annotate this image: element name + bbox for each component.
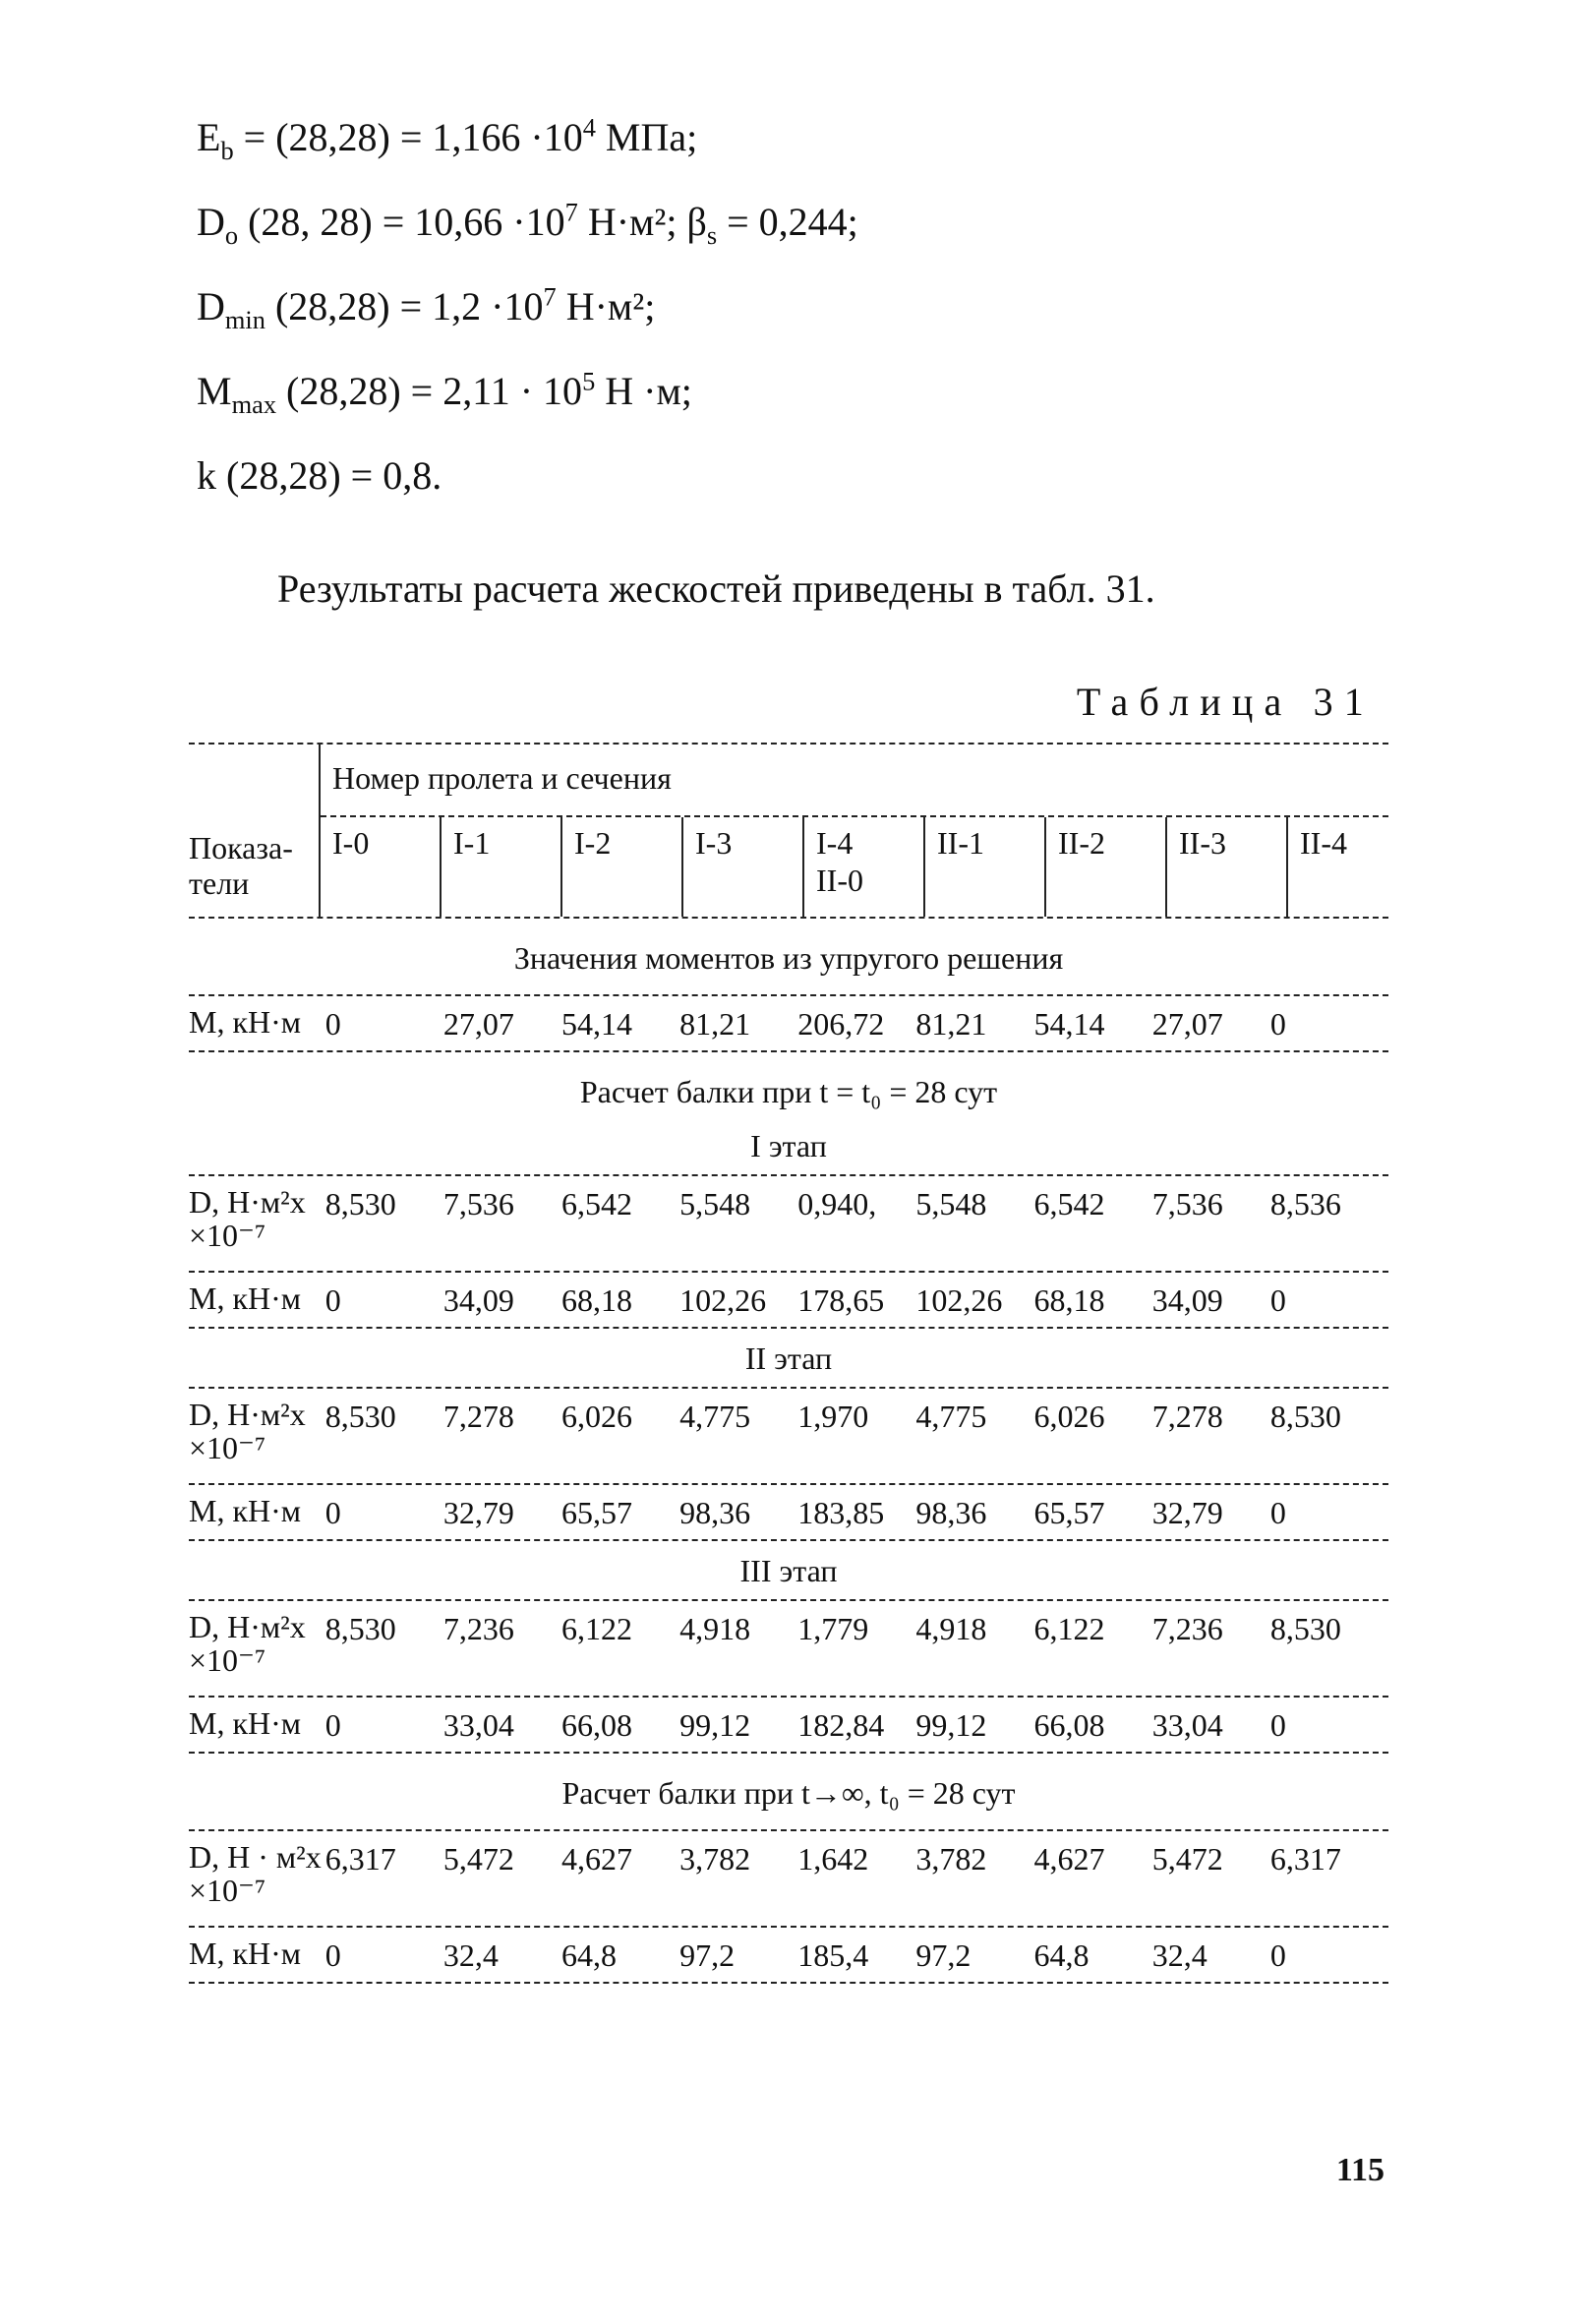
table-body: [189, 940, 1388, 1984]
table-cell: 0: [324, 1282, 341, 1318]
table-row: [189, 1601, 1388, 1696]
table-cell: 102,26: [679, 1282, 767, 1318]
row-label: D, Н·м²х ×10⁻⁷: [189, 1184, 306, 1253]
table-cell: 54,14: [560, 1006, 632, 1042]
row-header-label: Показа- тели: [189, 830, 293, 901]
section-title: Значения моментов из упругого решения: [513, 940, 1064, 976]
table-row: [189, 1698, 1388, 1752]
table-cell: 0: [1269, 1707, 1286, 1743]
table-cell: 6,122: [560, 1611, 632, 1646]
table-cell: 183,85: [797, 1495, 885, 1530]
column-group-label: Номер пролета и сечения: [332, 760, 672, 796]
table-cell: 34,09: [1151, 1282, 1223, 1318]
table-cell: 7,536: [1151, 1186, 1223, 1222]
table-row: [189, 1176, 1388, 1271]
table-cell: 185,4: [797, 1937, 869, 1973]
column-group: [319, 745, 1388, 917]
table-cell: 33,04: [442, 1707, 514, 1743]
table-cell: 32,79: [442, 1495, 514, 1530]
table-cell: 5,548: [915, 1186, 987, 1222]
table-cell: 0,940,: [797, 1186, 877, 1222]
table-cell: 1,642: [797, 1841, 869, 1877]
table-cell: 6,542: [560, 1186, 632, 1222]
section-title: Расчет балки при t→∞, t₀ = 28 сут: [561, 1775, 1016, 1811]
table-cell: 8,530: [324, 1611, 396, 1646]
table-cell: 4,627: [560, 1841, 632, 1877]
table-cell: 5,472: [442, 1841, 514, 1877]
table-cell: 97,2: [915, 1937, 972, 1973]
results-paragraph: Результаты расчета жескостей приведены в табл. 31.: [277, 566, 1155, 611]
table-cell: 0: [1269, 1937, 1286, 1973]
table-cell: 65,57: [1033, 1495, 1105, 1530]
table-cell: 1,970: [797, 1399, 869, 1434]
table-cell: 6,122: [1033, 1611, 1105, 1646]
table-row: [189, 996, 1388, 1050]
row-rule: [189, 1982, 1388, 1984]
column-header: I-3: [683, 817, 804, 917]
table-cell: 3,782: [679, 1841, 751, 1877]
table-cell: 66,08: [560, 1707, 632, 1743]
table-cell: 27,07: [1151, 1006, 1223, 1042]
row-label: D, Н·м²х ×10⁻⁷: [189, 1609, 306, 1678]
row-rule: [189, 1050, 1388, 1052]
table-cell: 206,72: [797, 1006, 885, 1042]
table-header: [189, 745, 1388, 919]
table-cell: 182,84: [797, 1707, 885, 1743]
table-cell: 6,317: [1269, 1841, 1341, 1877]
formula-mmax: $M_{max}$ $(28,28) = 2,11 \cdot 10^5$ Н ·м;: [197, 366, 692, 419]
table-cell: 8,530: [1269, 1399, 1341, 1434]
table-cell: 0: [1269, 1495, 1286, 1530]
section-title: Расчет балки при t = t₀ = 28 сут: [579, 1074, 998, 1109]
row-label: М, кН·м: [189, 1493, 302, 1528]
table-cell: 102,26: [915, 1282, 1003, 1318]
table-cell: 32,79: [1151, 1495, 1223, 1530]
table-cell: 7,236: [442, 1611, 514, 1646]
table-cell: 8,530: [324, 1186, 396, 1222]
table-cell: 0: [324, 1937, 341, 1973]
table-row: [189, 1273, 1388, 1327]
table-row: [189, 1389, 1388, 1483]
table-cell: 7,278: [442, 1399, 514, 1434]
column-header: II-1: [925, 817, 1046, 917]
table-cell: 98,36: [915, 1495, 987, 1530]
table-cell: 4,918: [915, 1611, 987, 1646]
table-row: [189, 1831, 1388, 1926]
table-cell: 7,278: [1151, 1399, 1223, 1434]
formula-block: [197, 112, 858, 541]
table-cell: 3,782: [915, 1841, 987, 1877]
section-title: I этап: [750, 1128, 827, 1163]
column-header: II-4: [1300, 825, 1347, 861]
table-cell: 4,627: [1033, 1841, 1105, 1877]
table-cell: 99,12: [915, 1707, 987, 1743]
table-cell: 4,775: [679, 1399, 751, 1434]
table-cell: 0: [324, 1707, 341, 1743]
table-cell: 81,21: [915, 1006, 987, 1042]
table-cell: 68,18: [1033, 1282, 1105, 1318]
row-label: М, кН·м: [189, 1936, 302, 1971]
table-cell: 5,548: [679, 1186, 751, 1222]
row-label: М, кН·м: [189, 1004, 302, 1040]
results-table: [189, 743, 1388, 1984]
table-cell: 27,07: [442, 1006, 514, 1042]
table-cell: 34,09: [442, 1282, 514, 1318]
table-cell: 4,775: [915, 1399, 987, 1434]
column-headers: [321, 815, 1388, 917]
section-title: III этап: [739, 1553, 838, 1588]
table-cell: 32,4: [1151, 1937, 1208, 1973]
page-number: 115: [1335, 2152, 1385, 2188]
section-title: II этап: [744, 1341, 833, 1376]
table-cell: 0: [324, 1006, 341, 1042]
table-cell: 8,530: [324, 1399, 396, 1434]
formula-k: k (28,28) = 0,8.: [197, 453, 442, 498]
table-cell: 33,04: [1151, 1707, 1223, 1743]
column-header: II-2: [1046, 817, 1167, 917]
table-cell: 1,779: [797, 1611, 869, 1646]
column-header: II-3: [1167, 817, 1288, 917]
row-rule: [189, 1327, 1388, 1329]
table-cell: 32,4: [442, 1937, 499, 1973]
column-header: I-4 II-0: [804, 817, 925, 917]
table-caption: Таблица 31: [1076, 680, 1375, 724]
table-cell: 66,08: [1033, 1707, 1105, 1743]
row-label: D, Н · м²х ×10⁻⁷: [189, 1839, 322, 1908]
table-cell: 8,530: [1269, 1611, 1341, 1646]
table-cell: 7,236: [1151, 1611, 1223, 1646]
formula-d0: $D_o$ (28, $28) = 10,66 \cdot 10^7$ Н·м²; $\beta_s = 0,244$;: [197, 197, 858, 250]
table-cell: 6,026: [560, 1399, 632, 1434]
table-cell: 7,536: [442, 1186, 514, 1222]
table-row: [189, 1485, 1388, 1539]
table-cell: 97,2: [679, 1937, 736, 1973]
row-rule: [189, 1752, 1388, 1754]
column-header: I-1: [442, 817, 562, 917]
table-cell: 65,57: [560, 1495, 632, 1530]
table-cell: 0: [1269, 1006, 1286, 1042]
table-cell: 0: [324, 1495, 341, 1530]
formula-eb: $E_b = (28,28) = 1,166 \cdot 10^4$ МПа;: [197, 112, 698, 165]
table-cell: 0: [1269, 1282, 1286, 1318]
table-cell: 64,8: [1033, 1937, 1090, 1973]
table-cell: 81,21: [679, 1006, 751, 1042]
row-label: М, кН·м: [189, 1281, 302, 1316]
table-cell: 54,14: [1033, 1006, 1105, 1042]
table-cell: 6,542: [1033, 1186, 1105, 1222]
table-cell: 68,18: [560, 1282, 632, 1318]
table-cell: 99,12: [679, 1707, 751, 1743]
column-header: I-0: [321, 817, 442, 917]
row-label: М, кН·м: [189, 1705, 302, 1741]
formula-dmin: $D_{min}$ $(28,28) = 1,2 \cdot 10^7$ Н·м²;: [197, 281, 656, 334]
column-header: I-2: [562, 817, 683, 917]
row-label: D, Н·м²х ×10⁻⁷: [189, 1397, 306, 1465]
table-cell: 5,472: [1151, 1841, 1223, 1877]
table-cell: 64,8: [560, 1937, 617, 1973]
table-cell: 6,026: [1033, 1399, 1105, 1434]
table-row: [189, 1928, 1388, 1982]
table-cell: 4,918: [679, 1611, 751, 1646]
row-rule: [189, 1539, 1388, 1541]
table-cell: 6,317: [324, 1841, 396, 1877]
table-cell: 98,36: [679, 1495, 751, 1530]
table-cell: 178,65: [797, 1282, 885, 1318]
table-cell: 8,536: [1269, 1186, 1341, 1222]
